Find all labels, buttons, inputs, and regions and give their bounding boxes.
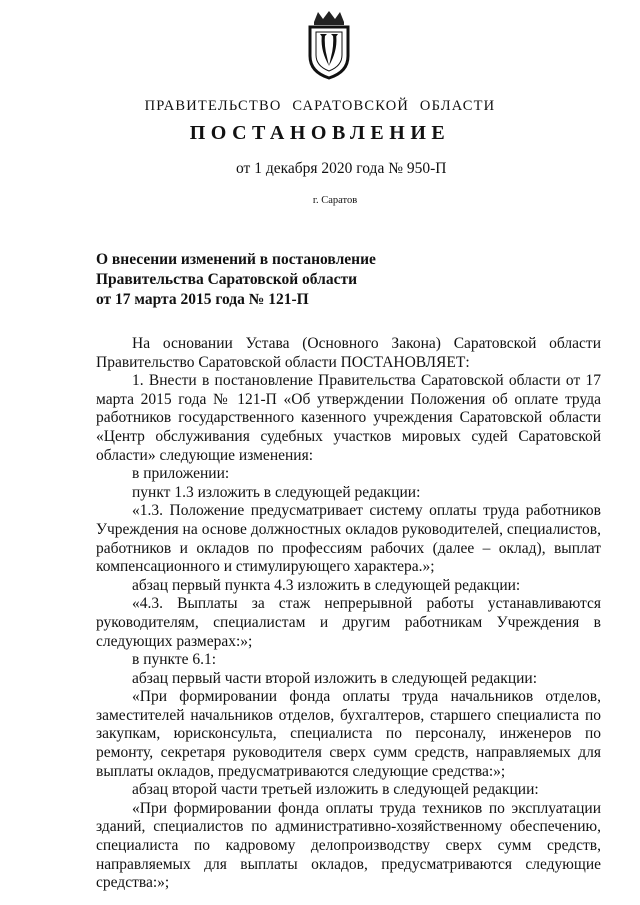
paragraph: в приложении: [132,465,230,483]
paragraph: «4.3. Выплаты за стаж непрерывной работы устанавливаются руководителям, специалистам и другим работникам Учреждения в следующих размерах:»; [96,595,601,650]
paragraph: На основании Устава (Основного Закона) Саратовской области Правительство Саратовской области ПОСТАНОВЛЯЕТ: [96,335,601,371]
subject-line: от 17 марта 2015 года № 121-П [96,291,309,308]
document-type-title: ПОСТАНОВЛЕНИЕ [189,122,451,144]
paragraph: абзац первый части второй изложить в следующей редакции: [132,669,538,687]
paragraph: пункт 1.3 изложить в следующей редакции: [132,483,421,501]
city: г. Саратов [312,195,358,206]
document-body [96,335,601,893]
coat-of-arms-icon [300,10,358,80]
paragraph: абзац второй части третьей изложить в следующей редакции: [132,781,539,799]
paragraph: «1.3. Положение предусматривает систему оплаты труда работников Учреждения на основе должностных окладов руководителей, специалистов, работников и окладов по профессиям рабочих (далее – оклад), выплат компенсационного и стимулирующего характера.»; [96,502,601,576]
paragraph: в пункте 6.1: [132,651,217,669]
government-name: ПРАВИТЕЛЬСТВО САРАТОВСКОЙ ОБЛАСТИ [144,98,496,114]
subject-line: О внесении изменений в постановление [96,251,376,268]
subject-line: Правительства Саратовской области [96,271,357,288]
paragraph: «При формировании фонда оплаты труда техников по эксплуатации зданий, специалистов по административно-хозяйственному обеспечению, специалиста по кадровому делопроизводству сверх сумм средств, направляемых для выплаты окладов, предусматриваются следующие средства:»; [96,799,601,892]
paragraph: «При формировании фонда оплаты труда начальников отделов, заместителей начальников отделов, бухгалтеров, старшего специалиста по закупкам, юрисконсульта, специалиста по персоналу, инженеров по ремонту, секретаря руководителя сверх сумм средств, направляемых для выплаты окладов, предусматриваются следующие средства:»; [96,688,601,780]
document-subject [96,250,426,310]
paragraph: абзац первый пункта 4.3 изложить в следующей редакции: [132,576,521,594]
paragraph: 1. Внести в постановление Правительства Саратовской области от 17 марта 2015 года № 121-П «Об утверждении Положения об оплате труда работников государственного казенного учреждения Саратовской области «Центр обслуживания судебных участков мировых судей Саратовской области» следующие изменения: [96,372,601,464]
date-and-number: от 1 декабря 2020 года № 950-П [236,160,447,177]
